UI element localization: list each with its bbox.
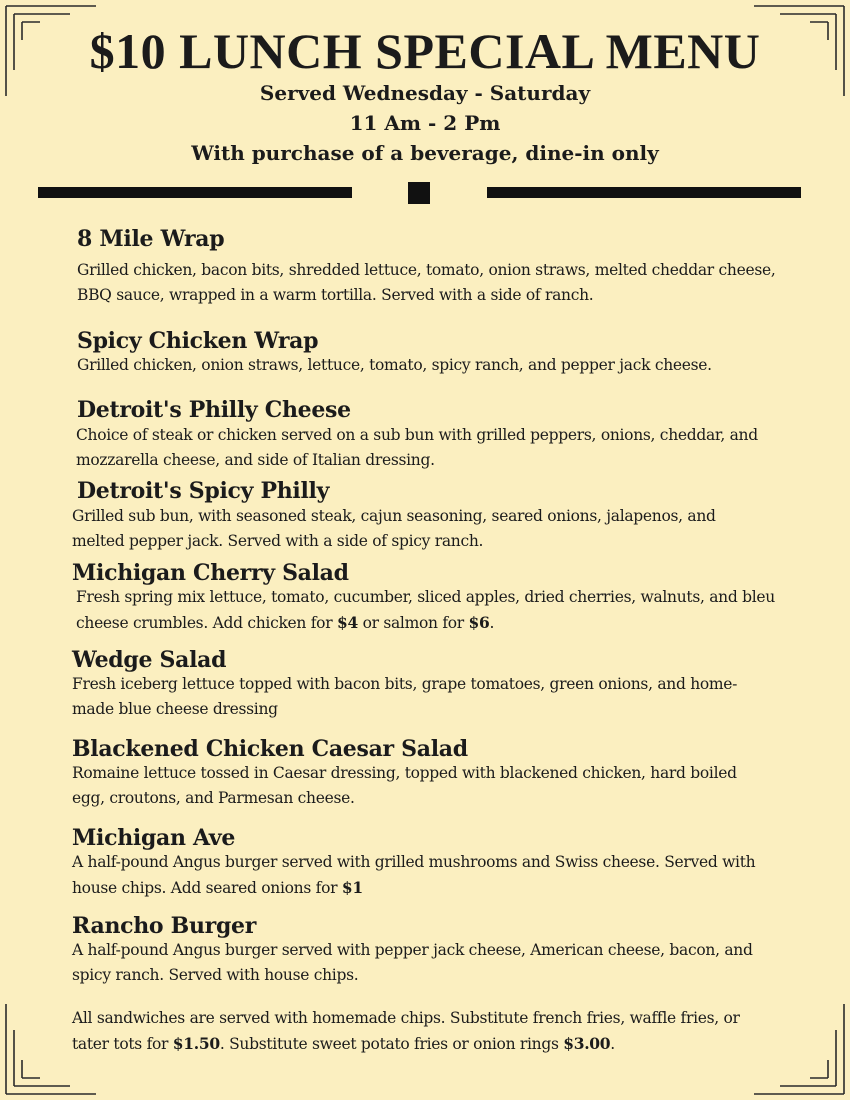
item-name: Wedge Salad — [72, 647, 227, 673]
served-days: Served Wednesday - Saturday — [259, 81, 591, 105]
item-description: Romaine lettuce tossed in Caesar dressing, topped with blackened chicken, hard boiled egg, croutons, and Parmesan cheese. — [72, 764, 737, 807]
menu-title: $10 LUNCH SPECIAL MENU — [89, 23, 761, 79]
item-name: Michigan Ave — [72, 825, 236, 851]
item-description: A half-pound Angus burger served with pepper jack cheese, American cheese, bacon, and spicy ranch. Served with house chips. — [72, 941, 753, 984]
price-chicken: $4 — [336, 613, 358, 632]
item-name: Spicy Chicken Wrap — [77, 328, 319, 354]
item-description: Grilled sub bun, with seasoned steak, cajun seasoning, seared onions, jalapenos, and melted pepper jack. Served with a side of spicy ranch. — [72, 507, 716, 550]
price-rings: $3.00 — [563, 1034, 611, 1053]
price-salmon: $6 — [468, 613, 490, 632]
purchase-condition: With purchase of a beverage, dine-in only — [191, 141, 659, 165]
item-description: Fresh iceberg lettuce topped with bacon bits, grape tomatoes, green onions, and home-made blue cheese dressing — [72, 675, 738, 718]
item-description: A half-pound Angus burger served with grilled mushrooms and Swiss cheese. Served with house chips. Add seared onions for $1 — [72, 853, 756, 897]
divider-square-icon — [408, 182, 430, 204]
divider-left — [38, 187, 352, 198]
item-name: Detroit's Spicy Philly — [77, 478, 330, 504]
price-tots: $1.50 — [172, 1034, 220, 1053]
item-description: Grilled chicken, onion straws, lettuce, tomato, spicy ranch, and pepper jack cheese. — [77, 356, 712, 374]
item-name: 8 Mile Wrap — [77, 226, 225, 252]
item-description: Choice of steak or chicken served on a sub bun with grilled peppers, onions, cheddar, and mozzarella cheese, and side of Italian dressing. — [76, 426, 758, 469]
price-onions: $1 — [341, 878, 363, 897]
divider-right — [487, 187, 801, 198]
item-description: Fresh spring mix lettuce, tomato, cucumber, sliced apples, dried cherries, walnuts, and bleu cheese crumbles. Add chicken for $4 or salmon for $6. — [76, 588, 775, 632]
served-hours: 11 Am - 2 Pm — [349, 111, 501, 135]
item-name: Detroit's Philly Cheese — [77, 397, 351, 423]
item-name: Blackened Chicken Caesar Salad — [72, 736, 468, 762]
footer-note: All sandwiches are served with homemade chips. Substitute french fries, waffle fries, or tater tots for $1.50. Substitute sweet potato fries or onion rings $3.00. — [72, 1009, 740, 1053]
item-description: Grilled chicken, bacon bits, shredded lettuce, tomato, onion straws, melted cheddar cheese, BBQ sauce, wrapped in a warm tortilla. Served with a side of ranch. — [77, 261, 776, 304]
item-name: Michigan Cherry Salad — [72, 560, 349, 586]
item-name: Rancho Burger — [72, 913, 257, 939]
